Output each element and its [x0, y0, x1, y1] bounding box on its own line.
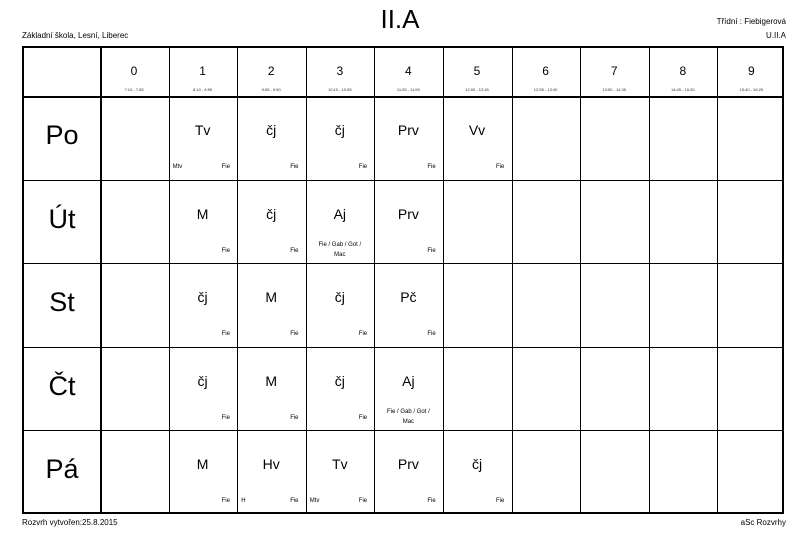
lesson-teacher: Fie [427, 331, 436, 338]
period-number: 0 [130, 64, 138, 78]
lesson-subject[interactable]: Tv [332, 456, 348, 473]
lesson-subject[interactable]: čj [334, 372, 345, 389]
lesson-group: H [241, 498, 246, 505]
lesson-subject[interactable]: Prv [397, 456, 419, 473]
period-number: 7 [610, 64, 618, 78]
page-title: II.A [380, 4, 420, 34]
grid-vline [100, 48, 102, 512]
grid-hline [24, 347, 782, 348]
day-label: Čt [48, 370, 76, 401]
period-time: 12:00 - 12:45 [465, 87, 489, 92]
period-number: 2 [267, 64, 275, 78]
lesson-teacher: Fie [221, 331, 230, 338]
lesson-teacher: Fie [290, 247, 299, 254]
period-number: 5 [473, 64, 481, 78]
lesson-subject[interactable]: Vv [468, 122, 486, 138]
lesson-teacher: Fie [290, 498, 299, 505]
lesson-teacher: Fie [358, 164, 368, 170]
grid-hline [24, 180, 782, 181]
period-time: 13:50 - 14:35 [602, 87, 626, 92]
class-teacher: Třídní : Fiebigerová [716, 17, 786, 26]
lesson-teacher: Fie [290, 414, 299, 421]
school-name: Základní škola, Lesní, Liberec [22, 31, 129, 40]
period-number: 6 [542, 64, 549, 78]
lesson-subject[interactable]: čj [334, 122, 345, 138]
period-time: 12:55 - 13:40 [533, 87, 558, 92]
day-label: St [49, 287, 75, 318]
lesson-subject[interactable]: Prv [397, 122, 419, 138]
lesson-teacher: Fie [427, 247, 436, 254]
lesson-teachers-line: Fie / Gab / Got / [387, 408, 430, 415]
grid-hline [24, 430, 782, 431]
grid-vline [512, 48, 513, 512]
grid-vline [169, 48, 170, 512]
lesson-teacher: Fie [221, 247, 230, 254]
lesson-subject[interactable]: Prv [397, 205, 419, 222]
software-name: aSc Rozvrhy [740, 518, 786, 527]
grid-vline [237, 48, 238, 512]
day-label: Út [48, 203, 76, 234]
grid-vline [649, 48, 650, 512]
period-time: 9:05 - 9:50 [261, 87, 281, 92]
period-number: 1 [199, 64, 206, 78]
period-time: 11:05 - 11:50 [396, 87, 420, 92]
lesson-subject[interactable]: čj [266, 205, 277, 222]
lesson-group: Mtv [309, 498, 320, 505]
lesson-subject[interactable]: Hv [262, 456, 280, 473]
period-number: 9 [748, 64, 755, 78]
grid-vline [717, 48, 718, 512]
lesson-subject[interactable]: Pč [400, 289, 417, 306]
lesson-subject[interactable]: Tv [194, 122, 211, 138]
period-time: 8:10 - 8:55 [193, 87, 213, 92]
period-number: 3 [336, 64, 344, 78]
grid-vline [374, 48, 375, 512]
lesson-teacher: Fie [358, 498, 368, 505]
lesson-subject[interactable]: M [196, 205, 209, 222]
timetable-grid [22, 46, 784, 514]
lesson-teacher: Fie [496, 498, 505, 505]
lesson-teachers-line: Mac [402, 418, 415, 425]
lesson-teacher: Fie [290, 331, 299, 338]
lesson-subject[interactable]: čj [471, 456, 483, 473]
period-time: 7:10 - 7:55 [124, 87, 144, 92]
lesson-teacher: Fie [221, 164, 230, 170]
lesson-subject[interactable]: Aj [333, 205, 347, 222]
lesson-subject[interactable]: čj [334, 289, 345, 306]
class-code: U.II.A [765, 31, 786, 40]
grid-vline [443, 48, 444, 512]
grid-vline [306, 48, 307, 512]
lesson-subject[interactable]: Aj [402, 372, 415, 389]
lesson-teacher: Fie [221, 414, 230, 421]
lesson-subject[interactable]: M [196, 456, 209, 473]
lesson-teacher: Fie [427, 164, 436, 170]
lesson-teacher: Fie [427, 498, 436, 505]
lesson-teacher: Fie [358, 414, 368, 421]
lesson-subject[interactable]: čj [197, 372, 208, 389]
period-time: 15:40 - 16:25 [739, 87, 764, 92]
grid-vline [580, 48, 581, 512]
grid-hline [24, 263, 782, 264]
lesson-group: Mtv [172, 164, 183, 170]
day-label: Pá [45, 454, 79, 485]
lesson-teacher: Fie [290, 164, 299, 170]
day-label: Po [45, 120, 79, 150]
grid-hline [24, 96, 782, 98]
lesson-teacher: Fie [221, 498, 230, 505]
lesson-subject[interactable]: M [265, 372, 278, 389]
lesson-subject[interactable]: M [265, 289, 278, 306]
created-date: Rozvrh vytvořen:25.8.2015 [22, 518, 118, 527]
lesson-teacher: Fie [358, 331, 368, 338]
period-number: 8 [679, 64, 687, 78]
lesson-subject[interactable]: čj [266, 122, 277, 138]
lesson-teachers-line: Mac [334, 251, 346, 258]
period-time: 10:10 - 10:55 [328, 87, 352, 92]
lesson-subject[interactable]: čj [197, 289, 208, 306]
period-time: 14:45 - 15:30 [671, 87, 695, 92]
period-number: 4 [405, 64, 412, 78]
lesson-teachers-line: Fie / Gab / Got / [318, 241, 362, 248]
lesson-teacher: Fie [496, 164, 505, 170]
